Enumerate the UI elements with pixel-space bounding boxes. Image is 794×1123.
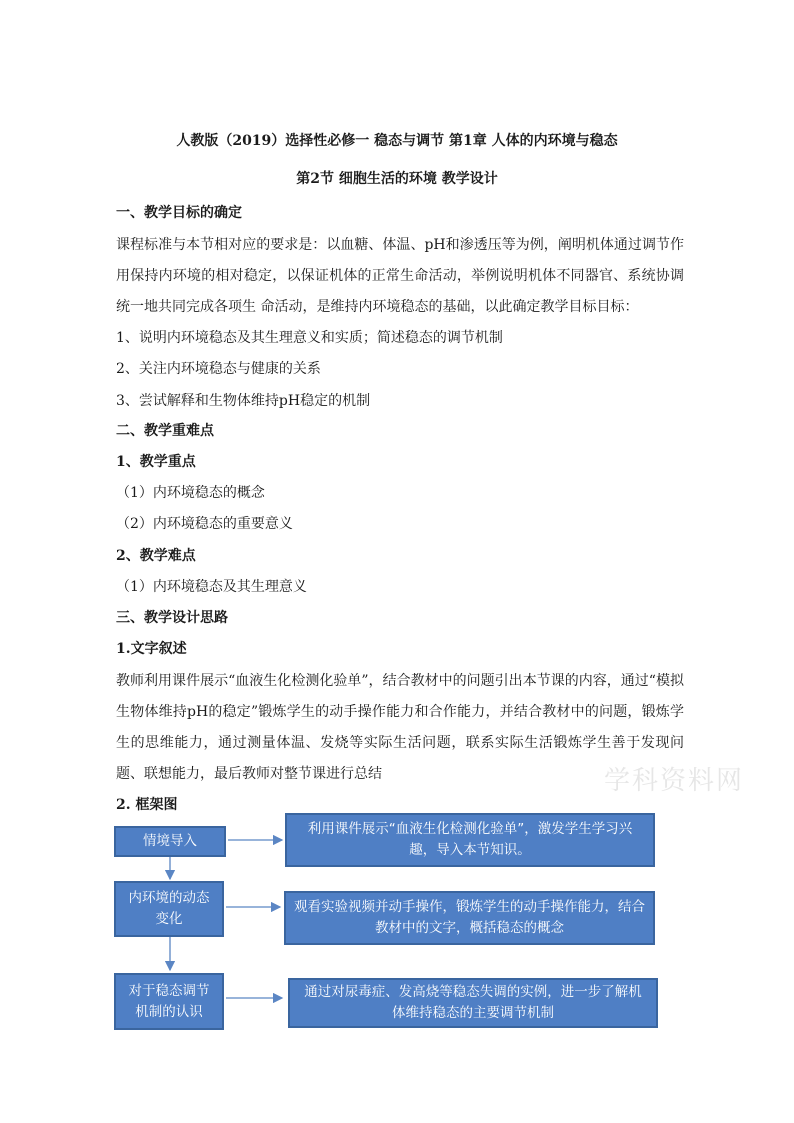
key-point-1: （1）内环境稳态的概念 (116, 485, 265, 501)
narrative-paragraph: 教师利用课件展示“血液生化检测化验单”，结合教材中的问题引出本节课的内容，通过“模拟生物体维持pH的稳定”锻炼学生的动手操作能力和合作能力，并结合教材中的问题，锻炼学生的思维能力，通过测量体温、发烧等实际生活问题，联系实际生活锻炼学生善于发现问题、联想能力，最后教师对整节课进行总结 (116, 673, 684, 782)
flow-desc-1: 利用课件展示“血液生化检测化验单”，激发学生学习兴趣，导入本节知识。 (285, 813, 655, 867)
key-point-2: （2）内环境稳态的重要意义 (116, 516, 293, 532)
narrative-heading: 1.文字叙述 (116, 641, 187, 657)
section3-heading: 三、教学设计思路 (116, 610, 228, 626)
document-subtitle: 第2节 细胞生活的环境 教学设计 (296, 171, 498, 187)
section1-heading: 一、教学目标的确定 (116, 205, 242, 221)
framework-heading: 2. 框架图 (116, 797, 178, 813)
difficult-point-1: （1）内环境稳态及其生理意义 (116, 579, 307, 595)
watermark: 学科资料网 (604, 766, 745, 796)
document-title: 人教版（2019）选择性必修一 稳态与调节 第1章 人体的内环境与稳态 (176, 133, 618, 149)
key-points-heading: 1、教学重点 (116, 454, 196, 470)
flow-desc-3: 通过对尿毒症、发高烧等稳态失调的实例，进一步了解机体维持稳态的主要调节机制 (288, 978, 658, 1028)
difficult-points-heading: 2、教学难点 (116, 548, 196, 564)
goal-2: 2、关注内环境稳态与健康的关系 (116, 361, 321, 377)
flow-desc-2: 观看实验视频并动手操作，锻炼学生的动手操作能力，结合教材中的文字，概括稳态的概念 (284, 891, 655, 945)
flow-step-2: 内环境的动态变化 (114, 881, 224, 937)
goal-3: 3、尝试解释和生物体维持pH稳定的机制 (116, 393, 371, 409)
goal-1: 1、说明内环境稳态及其生理意义和实质；简述稳态的调节机制 (116, 330, 503, 346)
section2-heading: 二、教学重难点 (116, 423, 214, 439)
flow-step-3: 对于稳态调节机制的认识 (114, 973, 224, 1030)
flow-step-1: 情境导入 (114, 826, 226, 857)
section1-paragraph: 课程标准与本节相对应的要求是：以血糖、体温、pH和渗透压等为例，阐明机体通过调节作用保持内环境的相对稳定，以保证机体的正常生命活动，举例说明机体不同器官、系统协调统一地共同完成各项生 命活动，是维持内环境稳态的基础，以此确定教学目标目标： (116, 237, 684, 315)
